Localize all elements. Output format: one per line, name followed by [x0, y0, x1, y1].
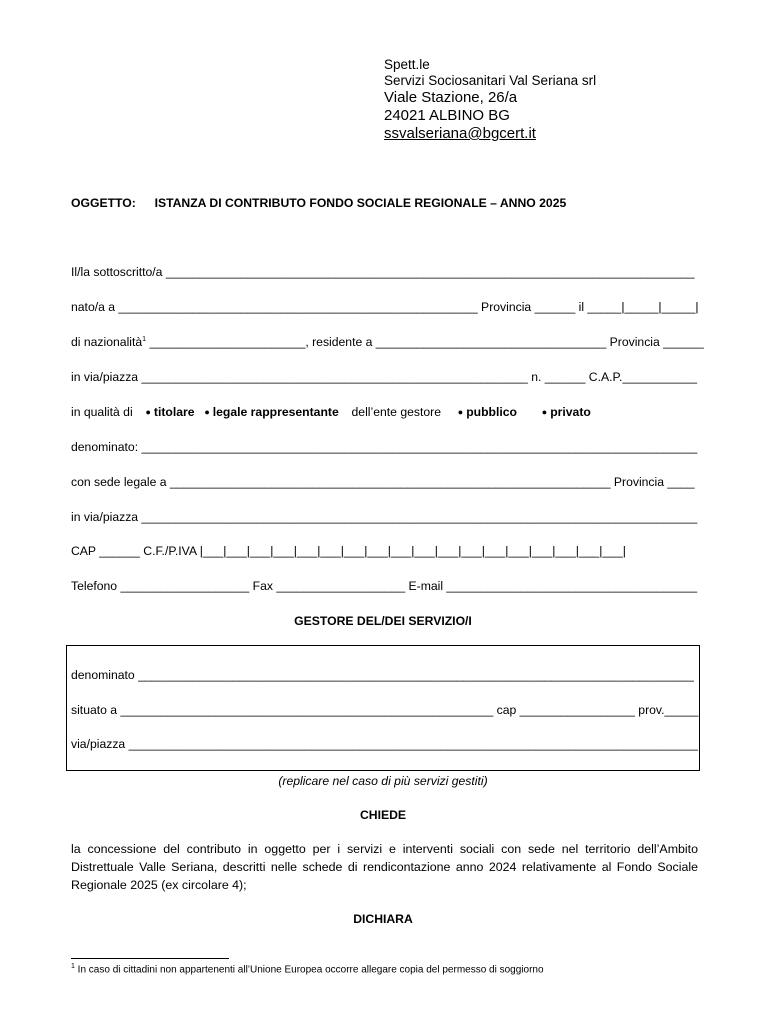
footnote-text: In caso di cittadini non appartenenti all’Unione Europea occorre allegare copia del permesso di soggiorno — [74, 964, 544, 976]
nationality-label: di nazionalità — [71, 335, 143, 349]
footnote-divider — [71, 958, 229, 959]
form-line-cap-vat[interactable]: CAP ______ C.F./P.IVA |___|___|___|___|___|___|___|___|___|___|___|___|___|___|___|___|___|___| — [71, 544, 626, 558]
form-line-nationality[interactable] — [71, 335, 704, 349]
subject-text: ISTANZA DI CONTRIBUTO FONDO SOCIALE REGIONALE – ANNO 2025 — [154, 196, 567, 210]
recipient-company: Servizi Sociosanitari Val Seriana srl — [384, 73, 597, 88]
quality-middle: dell’ente gestore — [351, 405, 441, 419]
bullet-icon: ● — [145, 407, 151, 417]
form-line-denomination[interactable]: denominato: __________________________________________________________________________________ — [71, 440, 698, 454]
form-line-street[interactable]: in via/piazza __________________________________________________________________________________ — [71, 510, 698, 524]
recipient-salutation: Spett.le — [384, 57, 430, 72]
form-line-birth[interactable]: nato/a a _____________________________________________________ Provincia ______ il _____|_____|_____| — [71, 300, 699, 314]
option-legale-rappresentante[interactable]: ● legale rappresentante — [204, 405, 339, 419]
gestore-line-street[interactable]: via/piazza ____________________________________________________________________________________ — [71, 737, 698, 751]
bullet-icon: ● — [541, 407, 548, 417]
nationality-fields: _______________________, residente a __________________________________ Provincia ______ — [146, 335, 704, 349]
form-line-legal-seat[interactable]: con sede legale a _________________________________________________________________ Provincia ____ — [71, 475, 695, 489]
subject-label: OGGETTO: — [71, 196, 136, 210]
footnote — [71, 963, 544, 975]
option-pubblico[interactable]: ● pubblico — [457, 405, 517, 419]
quality-prefix: in qualità di — [71, 405, 133, 419]
footnote-mark: 1 — [71, 963, 75, 970]
gestore-line-denomination[interactable]: denominato __________________________________________________________________________________ — [71, 668, 694, 682]
recipient-email-link[interactable]: ssvalseriana@bgcert.it — [384, 125, 536, 142]
dichiara-heading: DICHIARA — [353, 912, 413, 926]
recipient-city: 24021 ALBINO BG — [384, 107, 510, 124]
bullet-icon: ● — [204, 407, 210, 417]
bullet-icon: ● — [457, 407, 464, 417]
recipient-block — [384, 57, 596, 143]
form-line-quality — [71, 405, 591, 419]
chiede-paragraph: la concessione del contributo in oggetto per i servizi e interventi sociali con sede nel territorio dell’Ambito Distrettuale Valle Seriana, descritti nelle schede di rendicontazione anno 2024 relativamente al Fondo Sociale Regionale 2025 (ex circolare 4); — [71, 842, 698, 892]
subject-line — [71, 196, 566, 210]
chiede-heading: CHIEDE — [359, 808, 407, 822]
form-line-undersigned[interactable]: Il/la sottoscritto/a ______________________________________________________________________________ — [71, 265, 695, 279]
form-line-address[interactable]: in via/piazza _________________________________________________________ n. ______ C.A.P.___________ — [71, 370, 698, 384]
footnote-ref: 1 — [142, 335, 147, 343]
gestore-line-location[interactable]: situato a _______________________________________________________ cap _________________ prov._____ — [71, 703, 699, 717]
gestore-heading: GESTORE DEL/DEI SERVIZIO/I — [294, 614, 472, 628]
option-privato[interactable]: ● privato — [541, 405, 591, 419]
option-titolare[interactable]: ● titolare — [145, 405, 195, 419]
form-line-contacts[interactable]: Telefono ___________________ Fax ___________________ E-mail _____________________________________ — [71, 579, 698, 593]
gestore-note: (replicare nel caso di più servizi gestiti) — [278, 774, 488, 788]
recipient-street: Viale Stazione, 26/a — [384, 89, 518, 106]
